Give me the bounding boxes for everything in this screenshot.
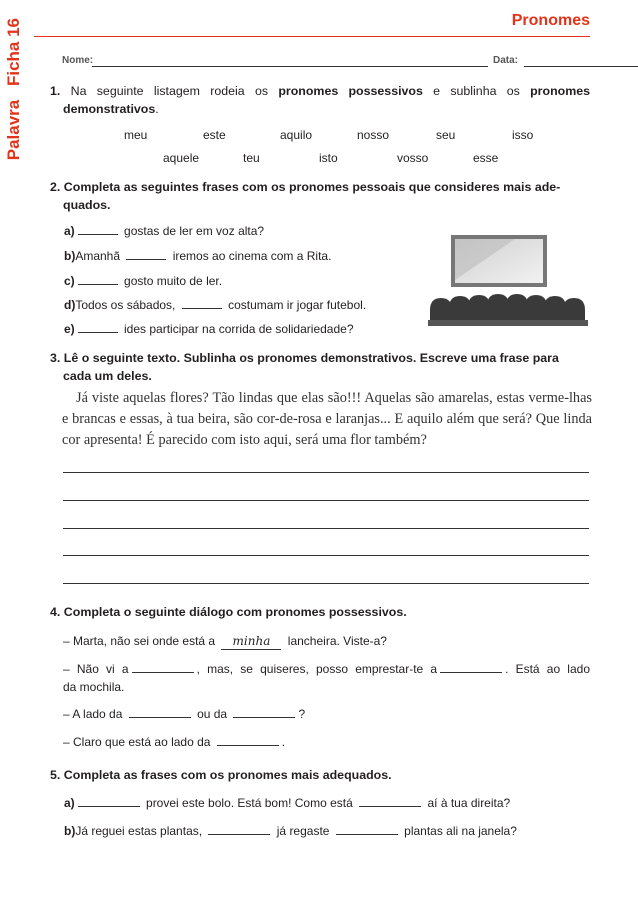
cinema-illustration <box>425 230 590 328</box>
writing-line-5[interactable] <box>63 583 589 584</box>
nome-field[interactable] <box>92 66 488 67</box>
word-aquilo[interactable]: aquilo <box>280 128 313 142</box>
page-title: Pronomes <box>511 12 590 29</box>
blank-field[interactable] <box>78 224 118 235</box>
q3-text-a: Lê o seguinte texto. Sublinha os <box>63 351 258 365</box>
item-label: d) <box>64 298 76 312</box>
q1-bold-b: pronomes <box>530 84 591 98</box>
dialogue-text: ou da <box>197 707 228 721</box>
writing-line-3[interactable] <box>63 528 589 529</box>
q1-line2: demonstrativos <box>63 102 156 116</box>
item-text: Amanhã <box>75 249 121 263</box>
blank-field[interactable] <box>182 298 222 309</box>
q3-bold-a: pronomes demonstrativos <box>257 351 413 365</box>
word-aquele[interactable]: aquele <box>163 151 200 165</box>
item-text: costumam ir jogar futebol. <box>228 298 367 312</box>
item-text: ides participar na corrida de solidariedade? <box>124 322 354 336</box>
q1-text-a: Na seguinte listagem rodeia os <box>70 84 279 98</box>
dialogue-text: . Está ao lado <box>505 662 590 676</box>
dialogue-text: – Claro que está ao lado da <box>63 735 211 749</box>
q5-item-b <box>64 823 517 839</box>
dialogue-text: – A lado da <box>63 707 123 721</box>
dialogue-text: da mochila. <box>63 680 125 694</box>
q3-text-b: . Escreve uma frase para <box>412 351 559 365</box>
ficha-label: Ficha 16 <box>4 17 23 87</box>
item-text: plantas ali na janela? <box>404 824 517 838</box>
item-text: Já reguei estas plantas, <box>75 824 203 838</box>
blank-field[interactable] <box>132 662 194 673</box>
dialogue-text: . <box>281 735 286 749</box>
q4-number: 4. <box>50 605 61 619</box>
q2-item-b <box>64 248 331 264</box>
nome-label: Nome: <box>62 55 94 66</box>
blank-field[interactable] <box>126 249 166 260</box>
item-text: iremos ao cinema com a Rita. <box>172 249 332 263</box>
q2-number: 2. <box>50 180 61 194</box>
q5-number: 5. <box>50 768 61 782</box>
q2-line1: Completa as seguintes frases com os pronomes pessoais que consideres mais ade- <box>63 180 561 194</box>
palavra-label: Palavra <box>4 99 23 161</box>
q4-text-b: . <box>403 605 407 619</box>
q2-item-d <box>64 297 366 313</box>
data-label: Data: <box>493 55 519 66</box>
word-este[interactable]: este <box>203 128 226 142</box>
blank-field[interactable] <box>78 796 140 807</box>
item-label: a) <box>64 796 75 810</box>
writing-line-4[interactable] <box>63 555 589 556</box>
q2-line2: quados. <box>63 198 111 212</box>
q2-item-e <box>64 321 354 337</box>
dialogue-text: – Marta, não sei onde está a <box>63 634 216 648</box>
item-text: aí à tua direita? <box>427 796 511 810</box>
dialogue-line-2 <box>63 661 590 677</box>
filled-answer <box>221 633 281 650</box>
q5-text: Completa as frases com os pronomes mais adequados. <box>63 768 392 782</box>
q3-line2: cada um deles. <box>63 369 152 383</box>
item-label: c) <box>64 274 75 288</box>
word-vosso[interactable]: vosso <box>397 151 429 165</box>
item-text: já regaste <box>276 824 330 838</box>
item-text: Todos os sábados, <box>75 298 176 312</box>
dialogue-line-3 <box>63 706 305 722</box>
q4-bold-a: pronomes possessivos <box>265 605 404 619</box>
word-seu[interactable]: seu <box>436 128 456 142</box>
question-3 <box>50 349 590 385</box>
dialogue-text: , mas, se quiseres, posso emprestar-te a <box>196 662 438 676</box>
question-2 <box>50 178 590 214</box>
header-divider <box>34 36 590 37</box>
blank-field[interactable] <box>359 796 421 807</box>
q1-line2-end: . <box>155 102 159 116</box>
writing-line-2[interactable] <box>63 500 589 501</box>
reading-passage: Já viste aquelas flores? Tão lindas que elas são!!! Aquelas são amarelas, estas verme-lhas e brancas e essas, à tua beira, são cor-de-rosa e laranjas... E aquilo além que será? Que linda cor apresenta! É parecido com isto aqui, será uma flor também? <box>62 390 592 448</box>
item-text: provei este bolo. Está bom! Como está <box>146 796 353 810</box>
dialogue-text: ? <box>298 707 306 721</box>
cinema-seats <box>430 294 585 324</box>
name-date-row <box>62 53 589 69</box>
answer-example: minha <box>232 634 271 648</box>
word-isto[interactable]: isto <box>319 151 338 165</box>
item-label: a) <box>64 224 75 238</box>
blank-field[interactable] <box>233 707 295 718</box>
blank-field[interactable] <box>217 735 279 746</box>
q5-item-a <box>64 795 510 811</box>
question-5 <box>50 766 590 784</box>
q2-item-a <box>64 223 264 239</box>
word-esse[interactable]: esse <box>473 151 499 165</box>
dialogue-line-1 <box>63 633 387 650</box>
dialogue-line-4 <box>63 734 285 750</box>
question-4 <box>50 603 590 621</box>
sidebar <box>0 0 27 903</box>
word-nosso[interactable]: nosso <box>357 128 390 142</box>
blank-field[interactable] <box>78 274 118 285</box>
item-label: b) <box>64 249 76 263</box>
word-meu[interactable]: meu <box>124 128 148 142</box>
q2-item-c <box>64 273 222 289</box>
dialogue-text: – Não vi a <box>63 662 129 676</box>
q1-bold-a: pronomes possessivos <box>278 84 423 98</box>
blank-field[interactable] <box>440 662 502 673</box>
data-field[interactable] <box>524 66 638 67</box>
q3-number: 3. <box>50 351 61 365</box>
blank-field[interactable] <box>78 322 118 333</box>
word-teu[interactable]: teu <box>243 151 260 165</box>
q1-text-b: e sublinha os <box>422 84 531 98</box>
item-label: e) <box>64 322 75 336</box>
question-1 <box>50 82 590 118</box>
blank-field[interactable] <box>336 824 398 835</box>
word-isso[interactable]: isso <box>512 128 534 142</box>
writing-line-1[interactable] <box>63 472 589 473</box>
q1-number: 1. <box>50 84 61 98</box>
blank-field[interactable] <box>208 824 270 835</box>
item-text: gostas de ler em voz alta? <box>124 224 265 238</box>
dialogue-text: lancheira. Viste-a? <box>287 634 387 648</box>
item-label: b) <box>64 824 76 838</box>
q4-text-a: Completa o seguinte diálogo com <box>63 605 266 619</box>
blank-field[interactable] <box>129 707 191 718</box>
item-text: gosto muito de ler. <box>124 274 223 288</box>
dialogue-line-2-cont <box>63 679 124 695</box>
